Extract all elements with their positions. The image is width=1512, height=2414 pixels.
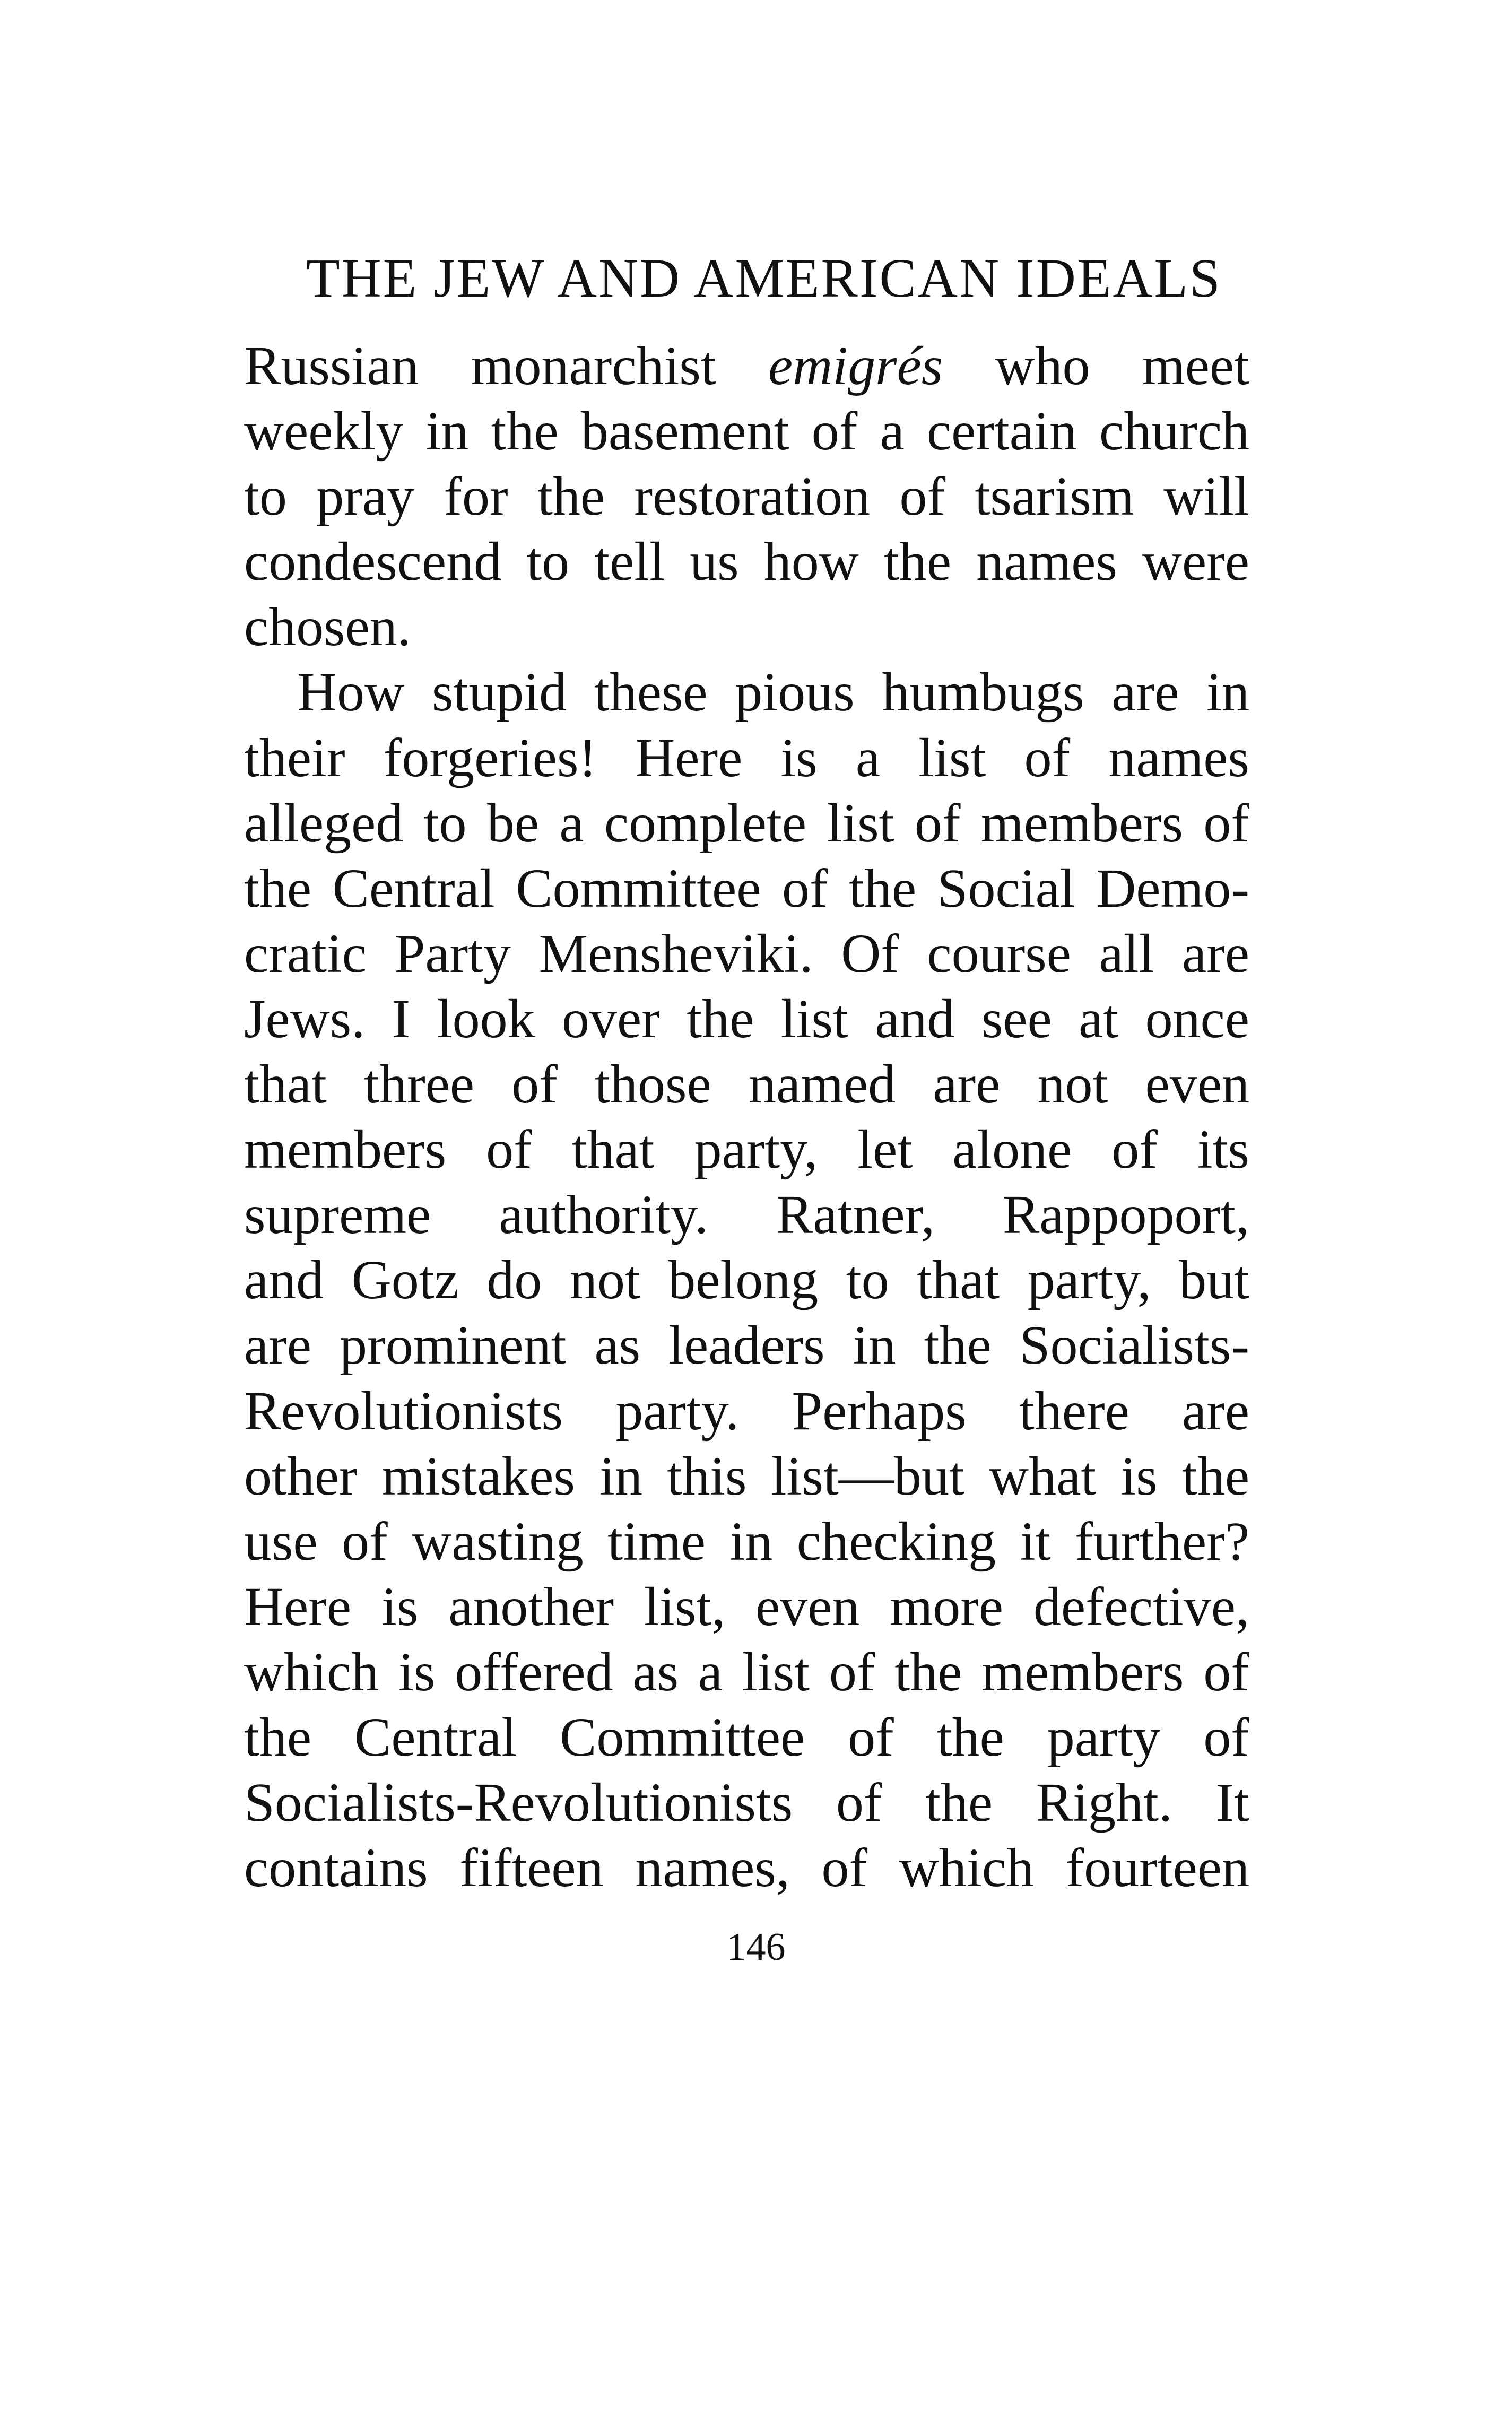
text-line: members of that party, let alone of its <box>244 1119 1249 1180</box>
text-line <box>244 333 1249 398</box>
text-line: other mistakes in this list—but what is the <box>244 1445 1249 1507</box>
page-number: 146 <box>726 1925 786 1969</box>
text-line: are prominent as leaders in the Socialists- <box>244 1315 1249 1376</box>
text-line: the Central Committee of the party of <box>244 1706 1249 1768</box>
text-line: Revolutionists party. Perhaps there are <box>244 1380 1249 1442</box>
text-line: supreme authority. Ratner, Rappoport, <box>244 1184 1249 1246</box>
running-head: THE JEW AND AMERICAN IDEALS <box>306 248 1222 309</box>
text-line: Jews. I look over the list and see at once <box>244 988 1249 1049</box>
text-line: condescend to tell us how the names were <box>244 531 1249 593</box>
text-run: who meet <box>943 335 1249 396</box>
text-line: weekly in the basement of a certain church <box>244 401 1249 462</box>
text-line: to pray for the restoration of tsarism will <box>244 466 1249 527</box>
italic-word: emigrés <box>768 335 943 396</box>
text-line: the Central Committee of the Social Demo- <box>244 857 1249 919</box>
text-line: How stupid these pious humbugs are in <box>297 662 1249 723</box>
text-line: contains fifteen names, of which fourteen <box>244 1837 1249 1899</box>
text-line: Socialists-Revolutionists of the Right. It <box>244 1772 1249 1834</box>
text-line: alleged to be a complete list of members of <box>244 792 1249 854</box>
text-line: which is offered as a list of the members of <box>244 1641 1249 1703</box>
text-line: chosen. <box>244 596 411 658</box>
text-run: Russian monarchist <box>244 335 768 396</box>
text-line: Here is another list, even more defective, <box>244 1576 1249 1637</box>
text-line: their forgeries! Here is a list of names <box>244 727 1249 788</box>
text-line: that three of those named are not even <box>244 1054 1249 1115</box>
text-line: use of wasting time in checking it further? <box>244 1510 1249 1572</box>
text-line: cratic Party Mensheviki. Of course all are <box>244 923 1249 984</box>
body-text <box>244 333 1249 1900</box>
text-line: and Gotz do not belong to that party, but <box>244 1249 1249 1311</box>
